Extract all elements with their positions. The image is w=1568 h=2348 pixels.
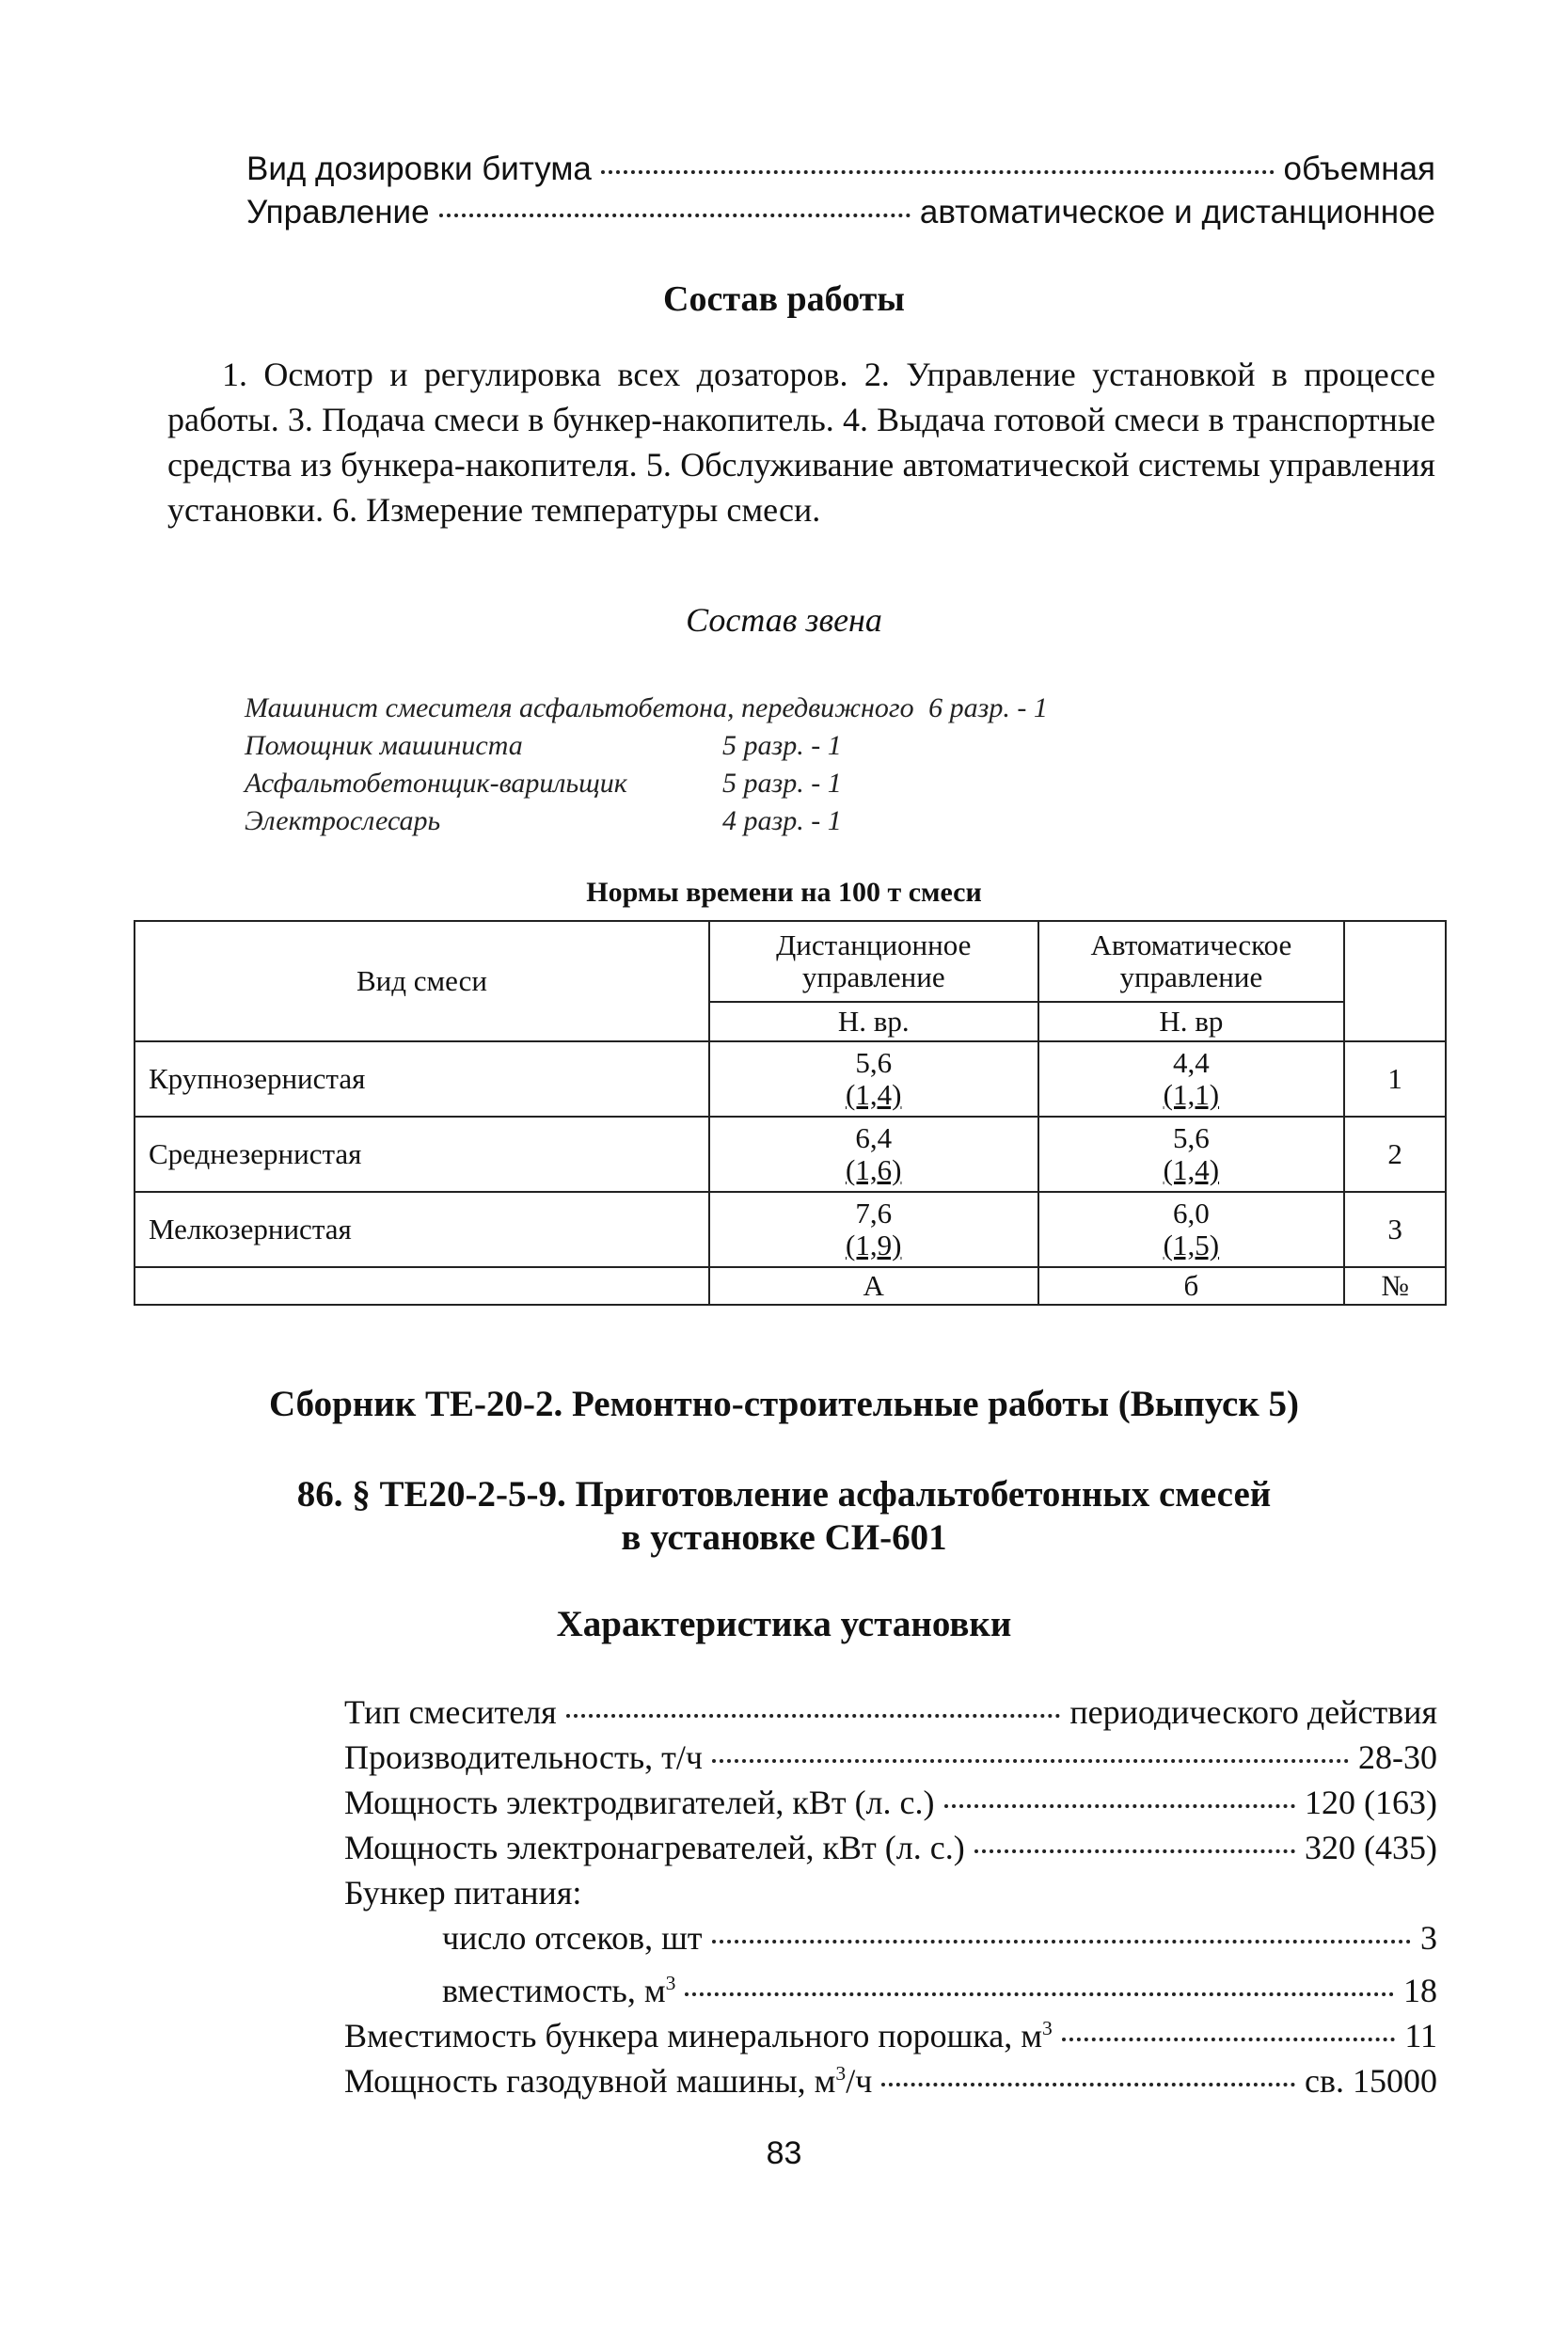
spec-label: Вид дозировки битума [246,151,592,187]
footer-empty [135,1267,709,1305]
spec-motor-power [344,1782,1437,1823]
spec-label: число отсеков, шт [442,1919,703,1957]
work-description: 1. Осмотр и регулировка всех дозаторов. 2. Управление установкой в процессе работы. 3. Подача смеси в бункер-накопитель. 4. Выдача готовой смеси в транспортные средства из бункера-накопителя. 5. Обслуживание автоматической системы управления установки. 6. Измерение температуры смеси. [167,356,1435,529]
unit-auto: Н. вр [1038,1002,1345,1041]
spec-bitumen-dosing [246,149,1435,190]
auto-sub: (1,5) [1163,1229,1220,1261]
remote-sub: (1,9) [846,1229,902,1261]
leader-dots [974,1849,1295,1853]
spec-label-unit: /ч [846,2062,873,2100]
spec-value: периодического действия [1069,1693,1437,1731]
row-kind: Мелкозернистая [135,1192,709,1267]
spec-powder-bunker [344,2007,1437,2056]
remote-value: 6,4 [855,1121,893,1154]
crew-title: Состав звена [686,601,882,639]
spec-label: Мощность электронагревателей, кВт (л. с.) [344,1829,965,1866]
spec-blower [344,2053,1437,2102]
leader-dots [712,1940,1411,1943]
remote-value: 7,6 [855,1197,893,1230]
table-title: Нормы времени на 100 т смеси [586,877,982,908]
auto-value: 4,4 [1172,1046,1210,1079]
auto-sub: (1,1) [1163,1078,1220,1111]
leader-dots [712,1759,1349,1763]
norms-table [134,920,1447,1306]
spec-value: 120 (163) [1305,1784,1437,1821]
crew-member-grade: 5 разр. - 1 [722,768,842,799]
leader-dots [566,1714,1061,1718]
crew-member [245,692,1048,724]
crew-member-grade: 4 разр. - 1 [722,805,842,836]
page-number: 83 [766,2135,802,2171]
remote-value: 5,6 [855,1046,893,1079]
row-auto [1038,1041,1345,1117]
remote-sub: (1,4) [846,1078,902,1111]
crew-member-grade: 6 разр. - 1 [928,692,1048,723]
spec-value: св. 15000 [1305,2062,1437,2100]
leader-dots [439,214,911,217]
row-auto [1038,1117,1345,1192]
row-remote [709,1117,1038,1192]
header-remote [709,921,1038,1002]
spec-mixer-type [344,1691,1437,1733]
header-empty [1344,921,1446,1041]
section-title-line1: 86. § ТЕ20-2-5-9. Приготовление асфальтобетонных смесей [296,1474,1272,1515]
spec-productivity [344,1737,1437,1778]
spec-label: Бункер питания: [344,1874,582,1912]
spec-label [442,1962,675,2011]
spec-heater-power [344,1827,1437,1868]
collection-title: Сборник ТЕ-20-2. Ремонтно-строительные работы (Выпуск 5) [268,1384,1300,1424]
spec-label: Тип смесителя [344,1693,557,1731]
spec-label-text: вместимость, м [442,1972,666,2009]
crew-member-name: Электрослесарь [245,805,441,836]
table-row [135,1192,1446,1267]
spec-label: Производительность, т/ч [344,1738,704,1776]
spec-value: 18 [1403,1972,1437,2009]
cube-superscript: 3 [665,1972,676,1994]
spec-bunker [344,1872,1437,1913]
auto-value: 6,0 [1172,1197,1210,1230]
spec-control [246,192,1435,233]
crew-member [245,768,842,800]
footer-remote: А [709,1267,1038,1305]
leader-dots [944,1804,1296,1808]
unit-remote: Н. вр. [709,1002,1038,1041]
row-num: 1 [1344,1041,1446,1117]
crew-member-name: Машинист смесителя асфальтобетона, передвижного [245,692,914,723]
crew-member-name: Помощник машиниста [245,730,523,761]
cube-superscript: 3 [1042,2017,1053,2039]
crew-member-grade: 5 разр. - 1 [722,730,842,761]
spec-label: Мощность электродвигателей, кВт (л. с.) [344,1784,935,1821]
spec-value: 320 (435) [1305,1829,1437,1866]
table-header-row [135,921,1446,1002]
leader-dots [601,170,1275,174]
work-heading: Состав работы [663,279,905,319]
characteristics-heading: Характеристика установки [556,1604,1012,1644]
section-title-line2: в установке СИ-601 [621,1517,947,1558]
header-kind: Вид смеси [135,921,709,1041]
spec-label [344,2053,872,2102]
spec-label: Управление [246,194,430,230]
spec-label-text: Мощность газодувной машины, м [344,2062,836,2100]
row-kind: Крупнозернистая [135,1041,709,1117]
header-auto-line1: Автоматическое [1090,928,1292,961]
header-remote-line1: Дистанционное [776,928,972,961]
spec-label [344,2007,1053,2056]
leader-dots [685,1992,1394,1996]
spec-value: 28-30 [1358,1738,1437,1776]
auto-sub: (1,4) [1163,1153,1220,1186]
table-footer-row [135,1267,1446,1305]
row-num: 3 [1344,1192,1446,1267]
row-kind: Среднезернистая [135,1117,709,1192]
spec-capacity [442,1962,1437,2011]
header-auto [1038,921,1345,1002]
spec-label-text: Вместимость бункера минерального порошка, м [344,2017,1043,2054]
cube-superscript: 3 [835,2062,847,2085]
leader-dots [1062,2038,1396,2041]
row-remote [709,1192,1038,1267]
crew-member [245,805,842,837]
footer-auto: б [1038,1267,1345,1305]
spec-value: объемная [1283,151,1435,187]
spec-value: 3 [1420,1919,1437,1957]
row-remote [709,1041,1038,1117]
footer-num: № [1344,1267,1446,1305]
table-row [135,1041,1446,1117]
spec-value: автоматическое и дистанционное [919,194,1435,230]
crew-member-name: Асфальтобетонщик-варильщик [245,768,627,799]
auto-value: 5,6 [1172,1121,1210,1154]
header-auto-line2: управление [1119,960,1263,993]
spec-compartments [442,1917,1437,1959]
crew-member [245,730,842,762]
header-remote-line2: управление [801,960,945,993]
spec-value: 11 [1404,2017,1437,2054]
row-num: 2 [1344,1117,1446,1192]
remote-sub: (1,6) [846,1153,902,1186]
row-auto [1038,1192,1345,1267]
leader-dots [881,2083,1295,2086]
table-row [135,1117,1446,1192]
